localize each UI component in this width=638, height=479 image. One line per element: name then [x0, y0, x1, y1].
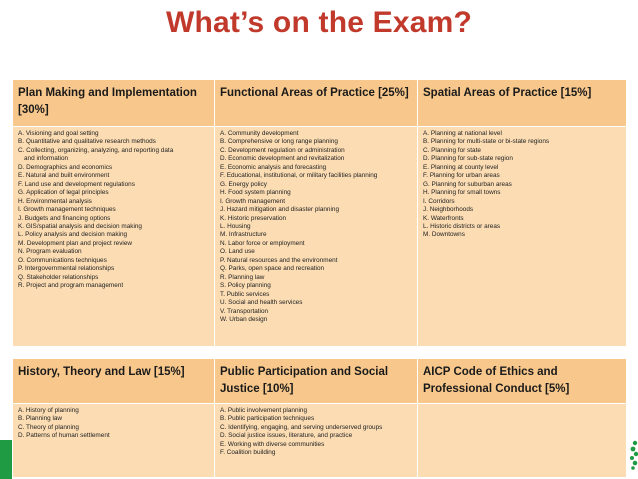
header-row: [13, 80, 627, 127]
topic-item: B. Planning law: [18, 415, 63, 423]
topic-item: D. Patterns of human settlement: [18, 432, 110, 440]
topic-item: R. Project and program management: [18, 282, 124, 290]
column-header-history-theory-law: History, Theory and Law [15%]: [13, 359, 215, 404]
topic-item: V. Transportation: [220, 307, 269, 315]
topic-item: F. Educational, institutional, or military facilities planning: [220, 172, 378, 180]
topic-item: P. Intergovernmental relationships: [18, 265, 115, 273]
topic-item: D. Demographics and economics: [18, 163, 113, 171]
topic-item: N. Program evaluation: [18, 248, 82, 256]
topic-item: M. Development plan and project review: [18, 239, 133, 247]
topic-item: B. Public participation techniques: [220, 415, 315, 423]
leaf-logo-icon: [624, 436, 638, 472]
topic-item: D. Planning for sub-state region: [423, 155, 513, 163]
topic-list-aicp-ethics: [418, 404, 627, 478]
topic-item: I. Corridors: [423, 197, 455, 205]
topic-item: E. Natural and built environment: [18, 172, 110, 180]
green-accent-bar: [0, 440, 12, 479]
topic-item: A. Community development: [220, 130, 299, 137]
topic-item: F. Coalition building: [220, 449, 276, 457]
topic-item: C. Theory of planning: [18, 423, 79, 431]
topic-item: N. Labor force or employment: [220, 239, 305, 247]
topic-item: P. Natural resources and the environment: [220, 256, 338, 264]
topic-item: F. Planning for urban areas: [423, 172, 500, 180]
topic-item: S. Policy planning: [220, 282, 271, 290]
topic-item: A. History of planning: [18, 407, 79, 414]
topic-item: O. Land use: [220, 248, 255, 256]
topic-item: K. GIS/spatial analysis and decision making: [18, 222, 142, 230]
column-header-public-participation: Public Participation and Social Justice [10%]: [215, 359, 418, 404]
topic-list-plan-making: [13, 127, 215, 347]
exam-table-bottom: [12, 358, 627, 478]
body-row: [13, 404, 627, 478]
topic-item: D. Economic development and revitalization: [220, 155, 345, 163]
topic-item: E. Working with diverse communities: [220, 440, 325, 448]
topic-item: C. Identifying, engaging, and serving underserved groups: [220, 423, 383, 431]
topic-item: L. Policy analysis and decision making: [18, 231, 128, 239]
topic-item: C. Development regulation or administration: [220, 146, 345, 154]
topic-item: M. Infrastructure: [220, 231, 267, 239]
topic-item: U. Social and health services: [220, 299, 303, 307]
topic-item: I. Growth management: [220, 197, 286, 205]
topic-item: G. Planning for suburban areas: [423, 180, 512, 188]
topic-item: A. Planning at national level: [423, 130, 502, 137]
column-header-aicp-ethics: AICP Code of Ethics and Professional Conduct [5%]: [418, 359, 627, 404]
topic-item: D. Social justice issues, literature, and practice: [220, 432, 353, 440]
topic-item: A. Visioning and goal setting: [18, 130, 99, 137]
topic-item: J. Neighborhoods: [423, 206, 474, 214]
topic-item: C. Planning for state: [423, 146, 481, 154]
topic-item: H. Planning for small towns: [423, 189, 501, 197]
body-row: [13, 127, 627, 347]
topic-item: F. Land use and development regulations: [18, 180, 135, 188]
column-header-spatial-areas: Spatial Areas of Practice [15%]: [418, 80, 627, 127]
topic-item: M. Downtowns: [423, 231, 465, 239]
topic-item: Q. Parks, open space and recreation: [220, 265, 325, 273]
topic-item: H. Environmental analysis: [18, 197, 92, 205]
topic-item: L. Housing: [220, 222, 251, 230]
topic-item: I. Growth management techniques: [18, 206, 116, 214]
topic-item: E. Planning at county level: [423, 163, 499, 171]
topic-item: Q. Stakeholder relationships: [18, 273, 99, 281]
topic-item: R. Planning law: [220, 273, 265, 281]
topic-item: and information: [24, 155, 69, 163]
topic-item: B. Quantitative and qualitative research methods: [18, 138, 156, 146]
topic-list-spatial-areas: [418, 127, 627, 347]
topic-list-functional-areas: [215, 127, 418, 347]
topic-item: J. Hazard mitigation and disaster planning: [220, 206, 340, 214]
topic-item: H. Food system planning: [220, 189, 291, 197]
topic-item: E. Economic analysis and forecasting: [220, 163, 327, 171]
topic-item: B. Comprehensive or long range planning: [220, 138, 338, 146]
topic-item: J. Budgets and financing options: [18, 214, 111, 222]
topic-item: G. Energy policy: [220, 180, 267, 188]
topic-list-history-theory-law: [13, 404, 215, 478]
header-row: [13, 359, 627, 404]
topic-item: T. Public services: [220, 290, 270, 298]
column-header-plan-making: Plan Making and Implementation [30%]: [13, 80, 215, 127]
topic-item: L. Historic districts or areas: [423, 222, 501, 230]
topic-item: O. Communications techniques: [18, 256, 107, 264]
topic-item: C. Collecting, organizing, analyzing, and reporting data: [18, 146, 174, 154]
column-header-functional-areas: Functional Areas of Practice [25%]: [215, 80, 418, 127]
topic-list-public-participation: [215, 404, 418, 478]
exam-table-top: [12, 79, 627, 347]
topic-item: W. Urban design: [220, 315, 268, 323]
topic-item: G. Application of legal principles: [18, 189, 109, 197]
topic-item: B. Planning for multi-state or bi-state regions: [423, 138, 550, 146]
topic-item: K. Waterfronts: [423, 214, 464, 222]
page-title: What’s on the Exam?: [165, 6, 473, 39]
topic-item: K. Historic preservation: [220, 214, 287, 222]
topic-item: A. Public involvement planning: [220, 407, 308, 414]
